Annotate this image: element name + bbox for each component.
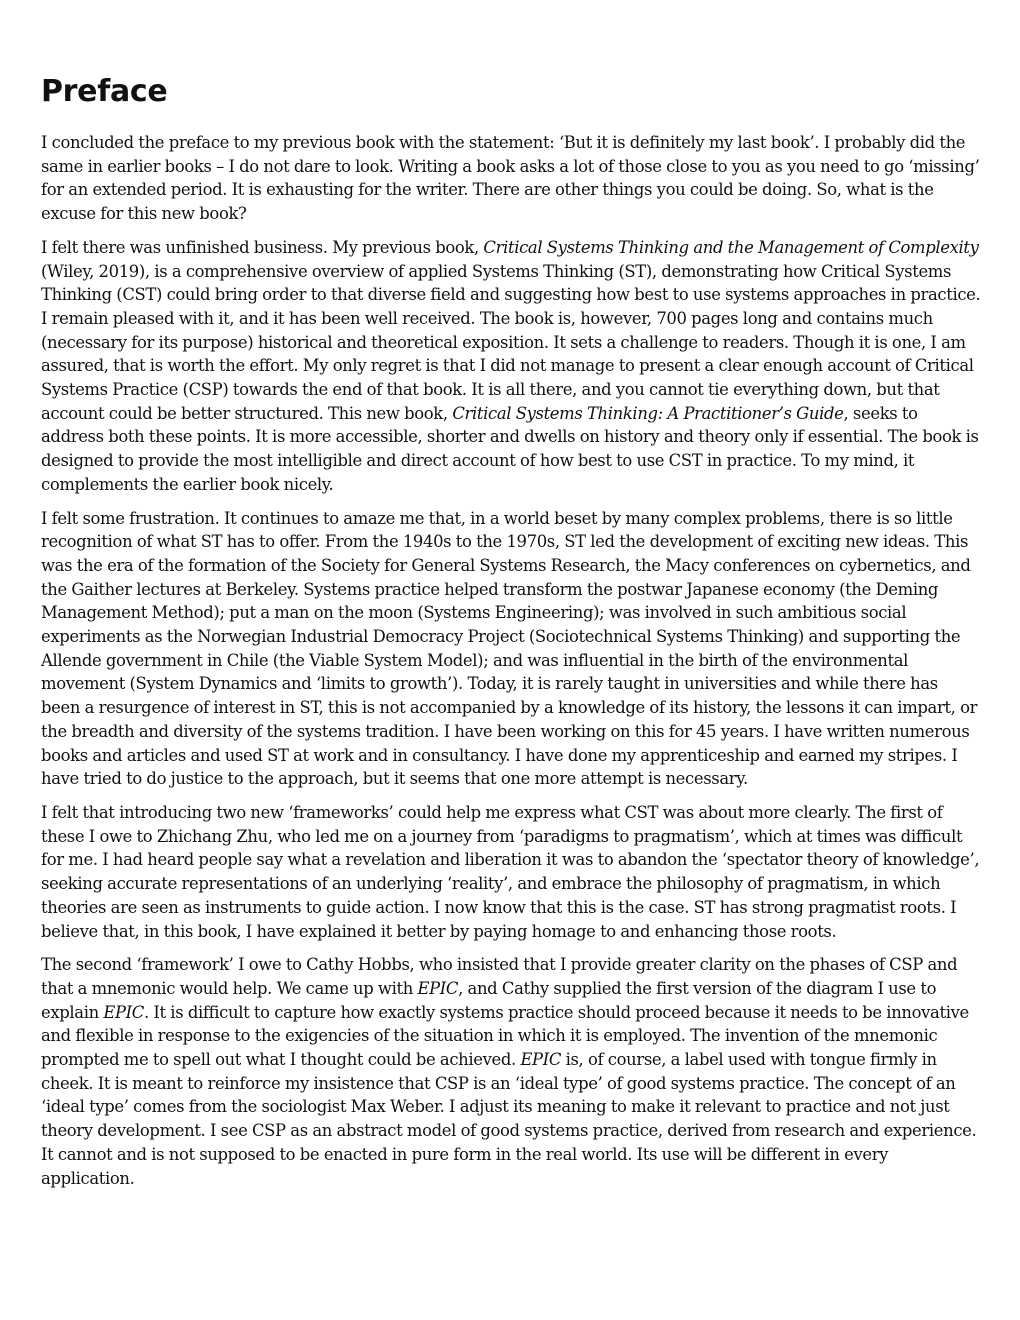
book-title-practitioners-guide: Critical Systems Thinking: A Practitioner’s Guide bbox=[452, 403, 844, 423]
paragraph-5-text-a: The second ‘framework’ I owe to Cathy Hobbs, who insisted that I provide greater clarity on the phases of CSP and that a mnemonic would help. We came up with bbox=[41, 955, 958, 998]
document-page bbox=[41, 72, 981, 1200]
epic-term: EPIC bbox=[417, 978, 459, 998]
book-title-complexity: Critical Systems Thinking and the Management of Complexity bbox=[483, 237, 979, 257]
paragraph-1: I concluded the preface to my previous book with the statement: ‘But it is definitely my last book’. I probably did the same in earlier books – I do not dare to look. Writing a book asks a lot of those close to you as you need to go ‘missing’ for an extended period. It is exhausting for the writer. There are other things you could be doing. So, what is the excuse for this new book? bbox=[41, 133, 980, 224]
paragraph-4: I felt that introducing two new ‘frameworks’ could help me express what CST was about more clearly. The first of these I owe to Zhichang Zhu, who led me on a journey from ‘paradigms to pragmatism’, which at times was difficult for me. I had heard people say what a revelation and liberation it was to abandon the ‘spectator theory of knowledge’, seeking accurate representations of an underlying ‘reality’, and embrace the philosophy of pragmatism, in which theories are seen as instruments to guide action. I now know that this is the case. ST has strong pragmatist roots. I believe that, in this book, I have explained it better by paying homage to and enhancing those roots. bbox=[41, 802, 980, 941]
page-title: Preface bbox=[41, 74, 168, 109]
epic-term: EPIC bbox=[520, 1050, 562, 1070]
paragraph-3: I felt some frustration. It continues to amaze me that, in a world beset by many complex problems, there is so little recognition of what ST has to offer. From the 1940s to the 1970s, ST led the development of exciting new ideas. This was the era of the formation of the Society for General Systems Research, the Macy conferences on cybernetics, and the Gaither lectures at Berkeley. Systems practice helped transform the postwar Japanese economy (the Deming Management Method); put a man on the moon (Systems Engineering); was involved in such ambitious social experiments as the Norwegian Industrial Democracy Project (Sociotechnical Systems Thinking) and supporting the Allende government in Chile (the Viable System Model); and was influential in the birth of the environmental movement (System Dynamics and ‘limits to growth’). Today, it is rarely taught in universities and while there has been a resurgence of interest in ST, this is not accompanied by a knowledge of its history, the lessons it can impart, or the breadth and diversity of the systems tradition. I have been working on this for 45 years. I have written numerous books and articles and used ST at work and in consultancy. I have done my apprenticeship and earned my stripes. I have tried to do justice to the approach, but it seems that one more attempt is necessary. bbox=[41, 508, 978, 789]
paragraph-2-text-b: (Wiley, 2019), is a comprehensive overview of applied Systems Thinking (ST), demonstrating how Critical Systems Thinking (CST) could bring order to that diverse field and suggesting how best to use systems approaches in practice. I remain pleased with it, and it has been well received. The book is, however, 700 pages long and contains much (necessary for its purpose) historical and theoretical exposition. It sets a challenge to readers. Though it is one, I am assured, that is worth the effort. My only regret is that I did not manage to present a clear enough account of Critical Systems Practice (CSP) towards the end of that book. It is all there, and you cannot tie everything down, but that account could be better structured. This new book, bbox=[41, 261, 981, 423]
paragraph-5-text-c: . It is difficult to capture how exactly systems practice should proceed because it needs to be innovative and flexible in response to the exigencies of the situation in which it is employed. The invention of the mnemonic prompted me to spell out what I thought could be achieved. bbox=[41, 1002, 969, 1070]
paragraph-5-text-d: is, of course, a label used with tongue firmly in cheek. It is meant to reinforce my insistence that CSP is an ‘ideal type’ of good systems practice. The concept of an ‘ideal type’ comes from the sociologist Max Weber. I adjust its meaning to make it relevant to practice and not just theory development. I see CSP as an abstract model of good systems practice, derived from research and experience. It cannot and is not supposed to be enacted in pure form in the real world. Its use will be different in every application. bbox=[41, 1050, 977, 1188]
paragraph-2-text-a: I felt there was unfinished business. My previous book, bbox=[41, 237, 484, 257]
paragraph-2 bbox=[41, 236, 981, 497]
paragraph-5 bbox=[41, 953, 981, 1190]
epic-term: EPIC bbox=[103, 1002, 144, 1022]
paragraph-2-text-c: , seeks to address both these points. It is more accessible, shorter and dwells on history and theory only if essential. The book is designed to provide the most intelligible and direct account of how best to use CST in practice. To my mind, it complements the earlier book nicely. bbox=[41, 403, 979, 494]
paragraph-5-text-b: , and Cathy supplied the first version of the diagram I use to explain bbox=[41, 978, 937, 1022]
